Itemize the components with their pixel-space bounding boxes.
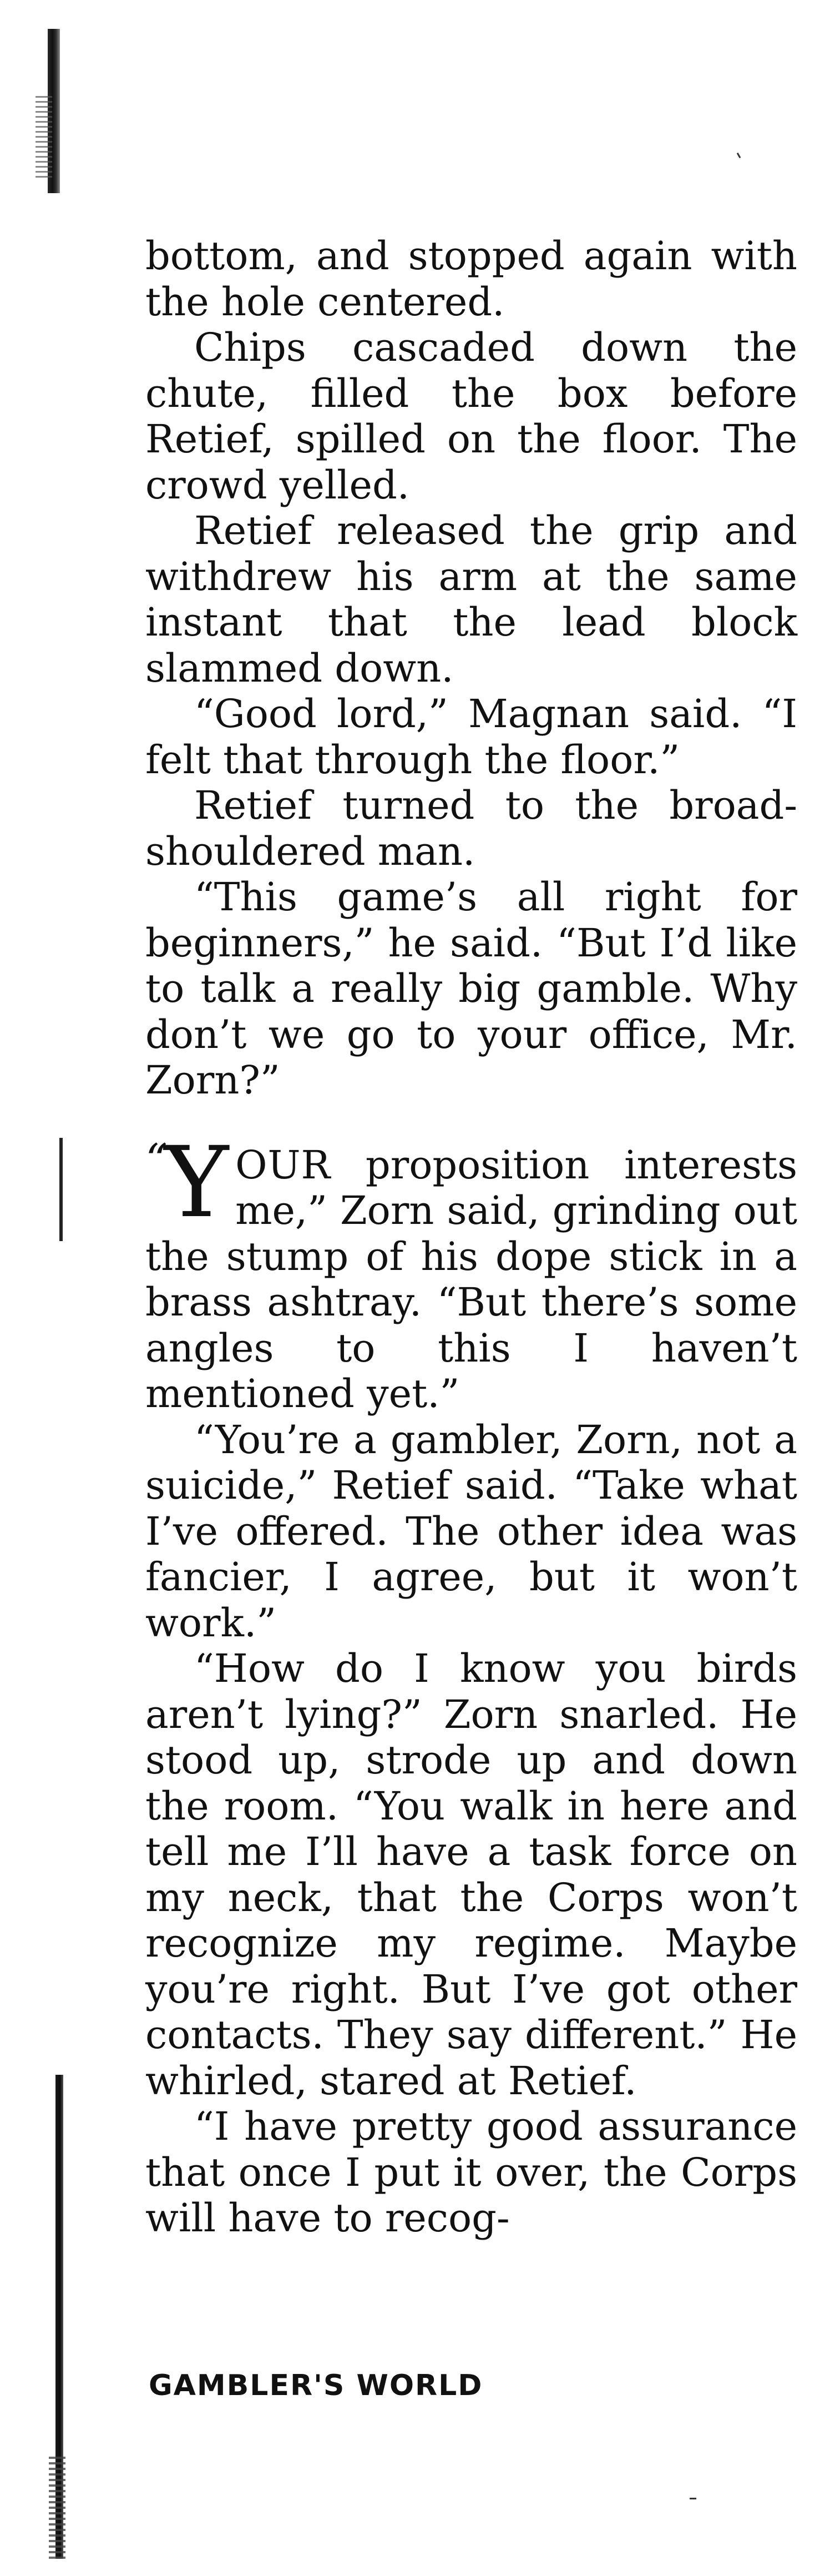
scan-speck bbox=[690, 2498, 696, 2499]
paragraph: “This game’s all right for beginners,” he said. “But I’d like to talk a really big gamble. Why don’t we go to your office, Mr. Zorn?” bbox=[145, 874, 797, 1103]
scan-edge-fray-bottom bbox=[49, 2453, 65, 2559]
scan-edge-mark-middle bbox=[59, 1138, 63, 1241]
lead-in-caps: OUR bbox=[235, 1142, 331, 1188]
paragraph: “Good lord,” Magnan said. “I felt that through the floor.” bbox=[145, 691, 797, 783]
paragraph: Retief released the grip and withdrew his arm at the same instant that the lead block slammed down. bbox=[145, 508, 797, 691]
drop-cap-letter: Y bbox=[164, 1125, 229, 1239]
paragraph: “How do I know you birds aren’t lying?” Zorn snarled. He stood up, strode up and down the room. “You walk in here and tell me I’ll have a task force on my neck, that the Corps won’t recognize my regime. Maybe you’re right. But I’ve got other contacts. They say different.” He whirled, stared at Retief. bbox=[145, 1646, 797, 2104]
opening-text: proposition interests me,” Zorn said, grinding out the stump of his dope stick in a brass ashtray. “But there’s some angles to this I haven’t mentioned yet.” bbox=[145, 1142, 797, 1416]
running-footer-title: GAMBLER'S WORLD bbox=[149, 2369, 483, 2402]
scan-speck bbox=[737, 153, 741, 158]
scan-edge-fray-top bbox=[36, 94, 52, 178]
paragraph: “I have pretty good assurance that once I put it over, the Corps will have to recog- bbox=[145, 2104, 797, 2241]
paragraph: Retief turned to the broad-shouldered man. bbox=[145, 783, 797, 874]
text-column bbox=[145, 233, 797, 2241]
paragraph: Chips cascaded down the chute, filled the box before Retief, spilled on the floor. The crowd yelled. bbox=[145, 325, 797, 508]
paragraph: “You’re a gambler, Zorn, not a suicide,” Retief said. “Take what I’ve offered. The other idea was fancier, I agree, but it won’t work.” bbox=[145, 1416, 797, 1646]
drop-cap-quote: “ bbox=[145, 1135, 163, 1185]
paragraph: bottom, and stopped again with the hole centered. bbox=[145, 233, 797, 325]
section-opening-paragraph bbox=[145, 1125, 797, 1417]
